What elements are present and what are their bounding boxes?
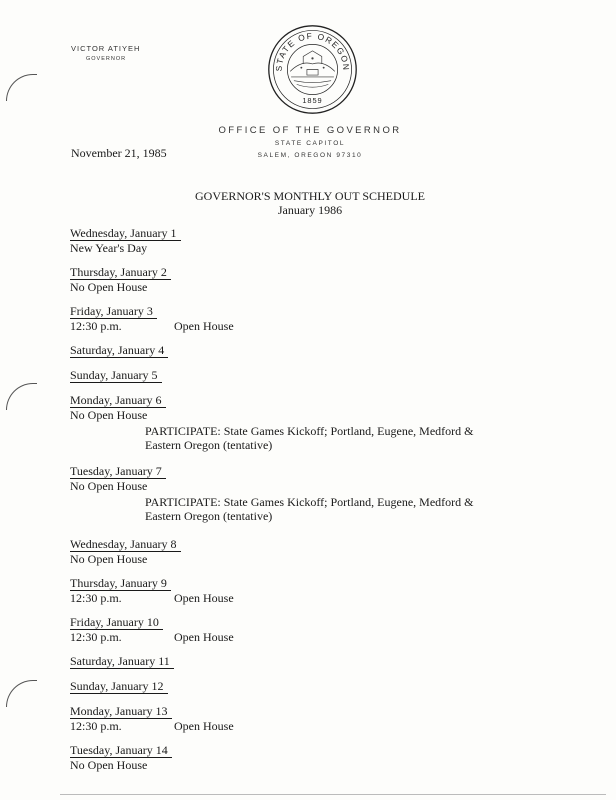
entry-day: Thursday, January 2 xyxy=(70,265,171,280)
schedule-title-line2: January 1986 xyxy=(277,203,343,217)
entry-note: No Open House xyxy=(70,552,148,566)
entry-note: No Open House xyxy=(70,280,148,294)
entry-day: Friday, January 10 xyxy=(70,615,163,630)
entry-time-row xyxy=(70,719,580,733)
entry-day: Saturday, January 11 xyxy=(70,654,174,669)
schedule-entry xyxy=(70,368,580,383)
schedule-entry xyxy=(70,576,580,605)
binder-hole-mark xyxy=(6,383,37,410)
entry-participate-cont: Eastern Oregon (tentative) xyxy=(145,438,273,452)
schedule-entry xyxy=(70,537,580,566)
schedule-entry xyxy=(70,679,580,694)
office-address: SALEM, OREGON 97310 xyxy=(257,152,363,159)
schedule-entry xyxy=(70,704,580,733)
entry-day: Thursday, January 9 xyxy=(70,576,171,591)
entry-day: Friday, January 3 xyxy=(70,304,157,319)
entry-time: 12:30 p.m. xyxy=(70,591,122,605)
entry-note: No Open House xyxy=(70,479,148,493)
page-bottom-rule xyxy=(60,794,606,795)
seal-text: STATE OF OREGON xyxy=(273,30,352,72)
binder-hole-mark xyxy=(6,680,37,707)
entry-day: Tuesday, January 7 xyxy=(70,464,166,479)
entry-day: Sunday, January 12 xyxy=(70,679,168,694)
letter-date: November 21, 1985 xyxy=(71,146,167,160)
schedule-entry xyxy=(70,393,580,452)
entry-time-row xyxy=(70,630,580,644)
entry-time: 12:30 p.m. xyxy=(70,630,122,644)
schedule-title-line1: GOVERNOR'S MONTHLY OUT SCHEDULE xyxy=(195,189,425,203)
entry-participate: PARTICIPATE: State Games Kickoff; Portland, Eugene, Medford & xyxy=(145,424,474,438)
schedule-entry xyxy=(70,343,580,358)
entry-event: Open House xyxy=(174,591,234,605)
entry-event: Open House xyxy=(174,319,234,333)
schedule-entry xyxy=(70,226,580,255)
governor-name: VICTOR ATIYEH xyxy=(71,44,141,53)
entry-day: Monday, January 13 xyxy=(70,704,172,719)
schedule-entry xyxy=(70,615,580,644)
state-seal-icon xyxy=(266,23,359,116)
entry-time: 12:30 p.m. xyxy=(70,719,122,733)
schedule-list xyxy=(70,226,580,772)
entry-note: New Year's Day xyxy=(70,241,148,255)
entry-day: Tuesday, January 14 xyxy=(70,743,172,758)
schedule-entry xyxy=(70,464,580,523)
entry-day: Sunday, January 5 xyxy=(70,368,162,383)
entry-time: 12:30 p.m. xyxy=(70,319,122,333)
entry-note: No Open House xyxy=(70,408,148,422)
schedule-title xyxy=(170,189,450,217)
entry-event: Open House xyxy=(174,719,234,733)
binder-hole-mark xyxy=(6,74,37,101)
entry-note: No Open House xyxy=(70,758,148,772)
office-heading: OFFICE OF THE GOVERNOR xyxy=(218,125,402,136)
entry-day: Wednesday, January 8 xyxy=(70,537,181,552)
governor-title: GOVERNOR xyxy=(86,56,127,62)
schedule-entry xyxy=(70,743,580,772)
entry-day: Wednesday, January 1 xyxy=(70,226,181,241)
schedule-entry xyxy=(70,304,580,333)
office-building: STATE CAPITOL xyxy=(274,140,346,147)
entry-participate-cont: Eastern Oregon (tentative) xyxy=(145,509,273,523)
entry-participate: PARTICIPATE: State Games Kickoff; Portland, Eugene, Medford & xyxy=(145,495,474,509)
entry-time-row xyxy=(70,591,580,605)
entry-day: Saturday, January 4 xyxy=(70,343,168,358)
seal-year: 1859 xyxy=(302,95,323,105)
entry-event: Open House xyxy=(174,630,234,644)
schedule-entry xyxy=(70,265,580,294)
entry-day: Monday, January 6 xyxy=(70,393,166,408)
entry-time-row xyxy=(70,319,580,333)
schedule-entry xyxy=(70,654,580,669)
